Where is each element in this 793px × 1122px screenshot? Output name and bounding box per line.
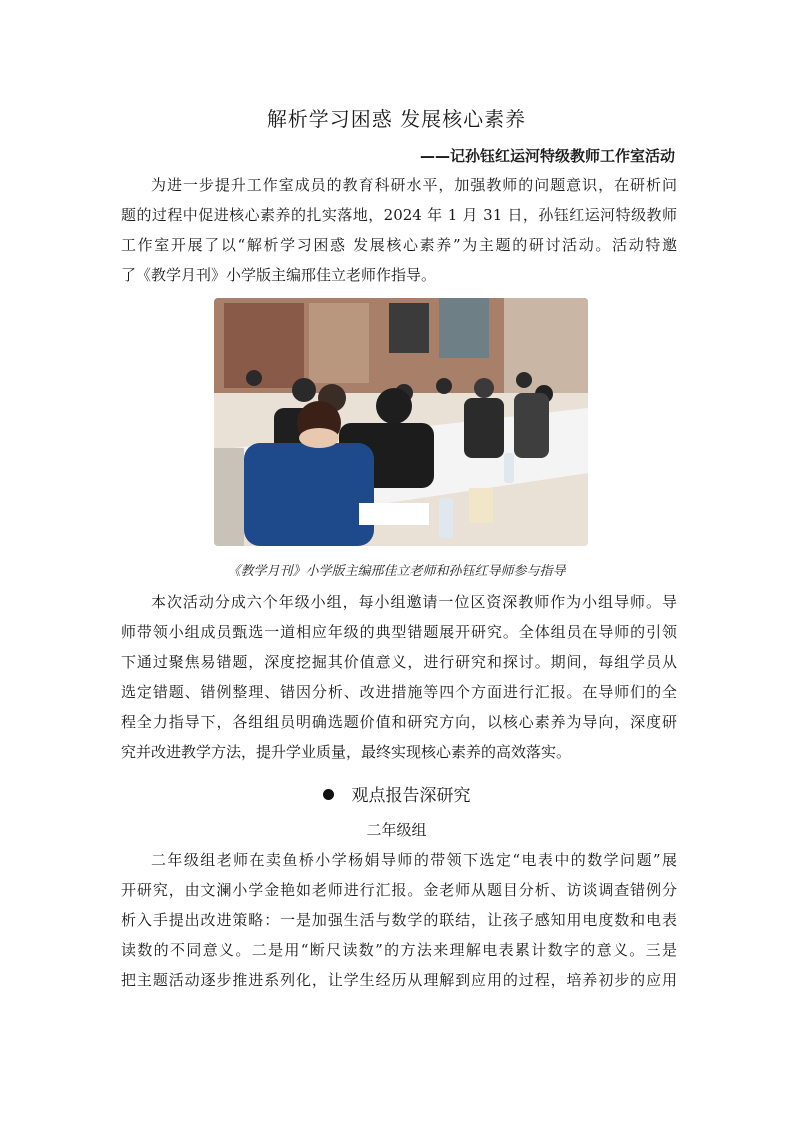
activity-photo bbox=[214, 298, 588, 546]
text-line: 了《教学月刊》小学版主编邢佳立老师作指导。 bbox=[121, 266, 437, 284]
text-line: 把主题活动逐步推进系列化，让学生经历从理解到应用的过程，培养初步的应用 bbox=[121, 971, 677, 989]
text-line: 程全力指导下，各组组员明确选题价值和研究方向，以核心素养为导向，深度研 bbox=[121, 713, 677, 731]
text-line: 本次活动分成六个年级小组，每小组邀请一位区资深教师作为小组导师。导 bbox=[151, 593, 677, 611]
group-paragraph bbox=[121, 845, 677, 995]
intro-paragraph bbox=[121, 170, 677, 290]
text-line: 下通过聚焦易错题，深度挖掘其价值意义，进行研究和探讨。期间，每组学员从 bbox=[121, 653, 677, 671]
text-line: 究并改进教学方法，提升学业质量，最终实现核心素养的高效落实。 bbox=[121, 743, 572, 761]
section-heading bbox=[0, 781, 793, 806]
text-line: 读数的不同意义。二是用“断尺读数”的方法来理解电表累计数字的意义。三是 bbox=[121, 941, 677, 959]
text-line: 工作室开展了以“解析学习困惑 发展核心素养”为主题的研讨活动。活动特邀 bbox=[121, 236, 677, 254]
section-heading-text: 观点报告深研究 bbox=[351, 786, 471, 806]
article-title: 解析学习困惑 发展核心素养 bbox=[266, 107, 527, 131]
text-line: 开研究，由文澜小学金艳如老师进行汇报。金老师从题目分析、访谈调查错例分 bbox=[121, 881, 677, 899]
text-line: 二年级组老师在卖鱼桥小学杨娟导师的带领下选定“电表中的数学问题”展 bbox=[151, 851, 677, 869]
bullet-icon bbox=[323, 789, 334, 800]
body-paragraph bbox=[121, 587, 677, 767]
text-line: 为进一步提升工作室成员的教育科研水平，加强教师的问题意识，在研析问 bbox=[151, 176, 677, 194]
photo-caption: 《教学月刊》小学版主编邢佳立老师和孙钰红导师参与指导 bbox=[227, 564, 566, 579]
text-line: 析入手提出改进策略：一是加强生活与数学的联结，让孩子感知用电度数和电表 bbox=[121, 911, 677, 929]
text-line: 师带领小组成员甄选一道相应年级的典型错题展开研究。全体组员在导师的引领 bbox=[121, 623, 677, 641]
text-line: 题的过程中促进核心素养的扎实落地，2024 年 1 月 31 日，孙钰红运河特级教师 bbox=[121, 206, 677, 224]
article-subtitle: ——记孙钰红运河特级教师工作室活动 bbox=[419, 147, 675, 165]
group-heading: 二年级组 bbox=[366, 821, 427, 839]
text-line: 选定错题、错例整理、错因分析、改进措施等四个方面进行汇报。在导师们的全 bbox=[121, 683, 677, 701]
